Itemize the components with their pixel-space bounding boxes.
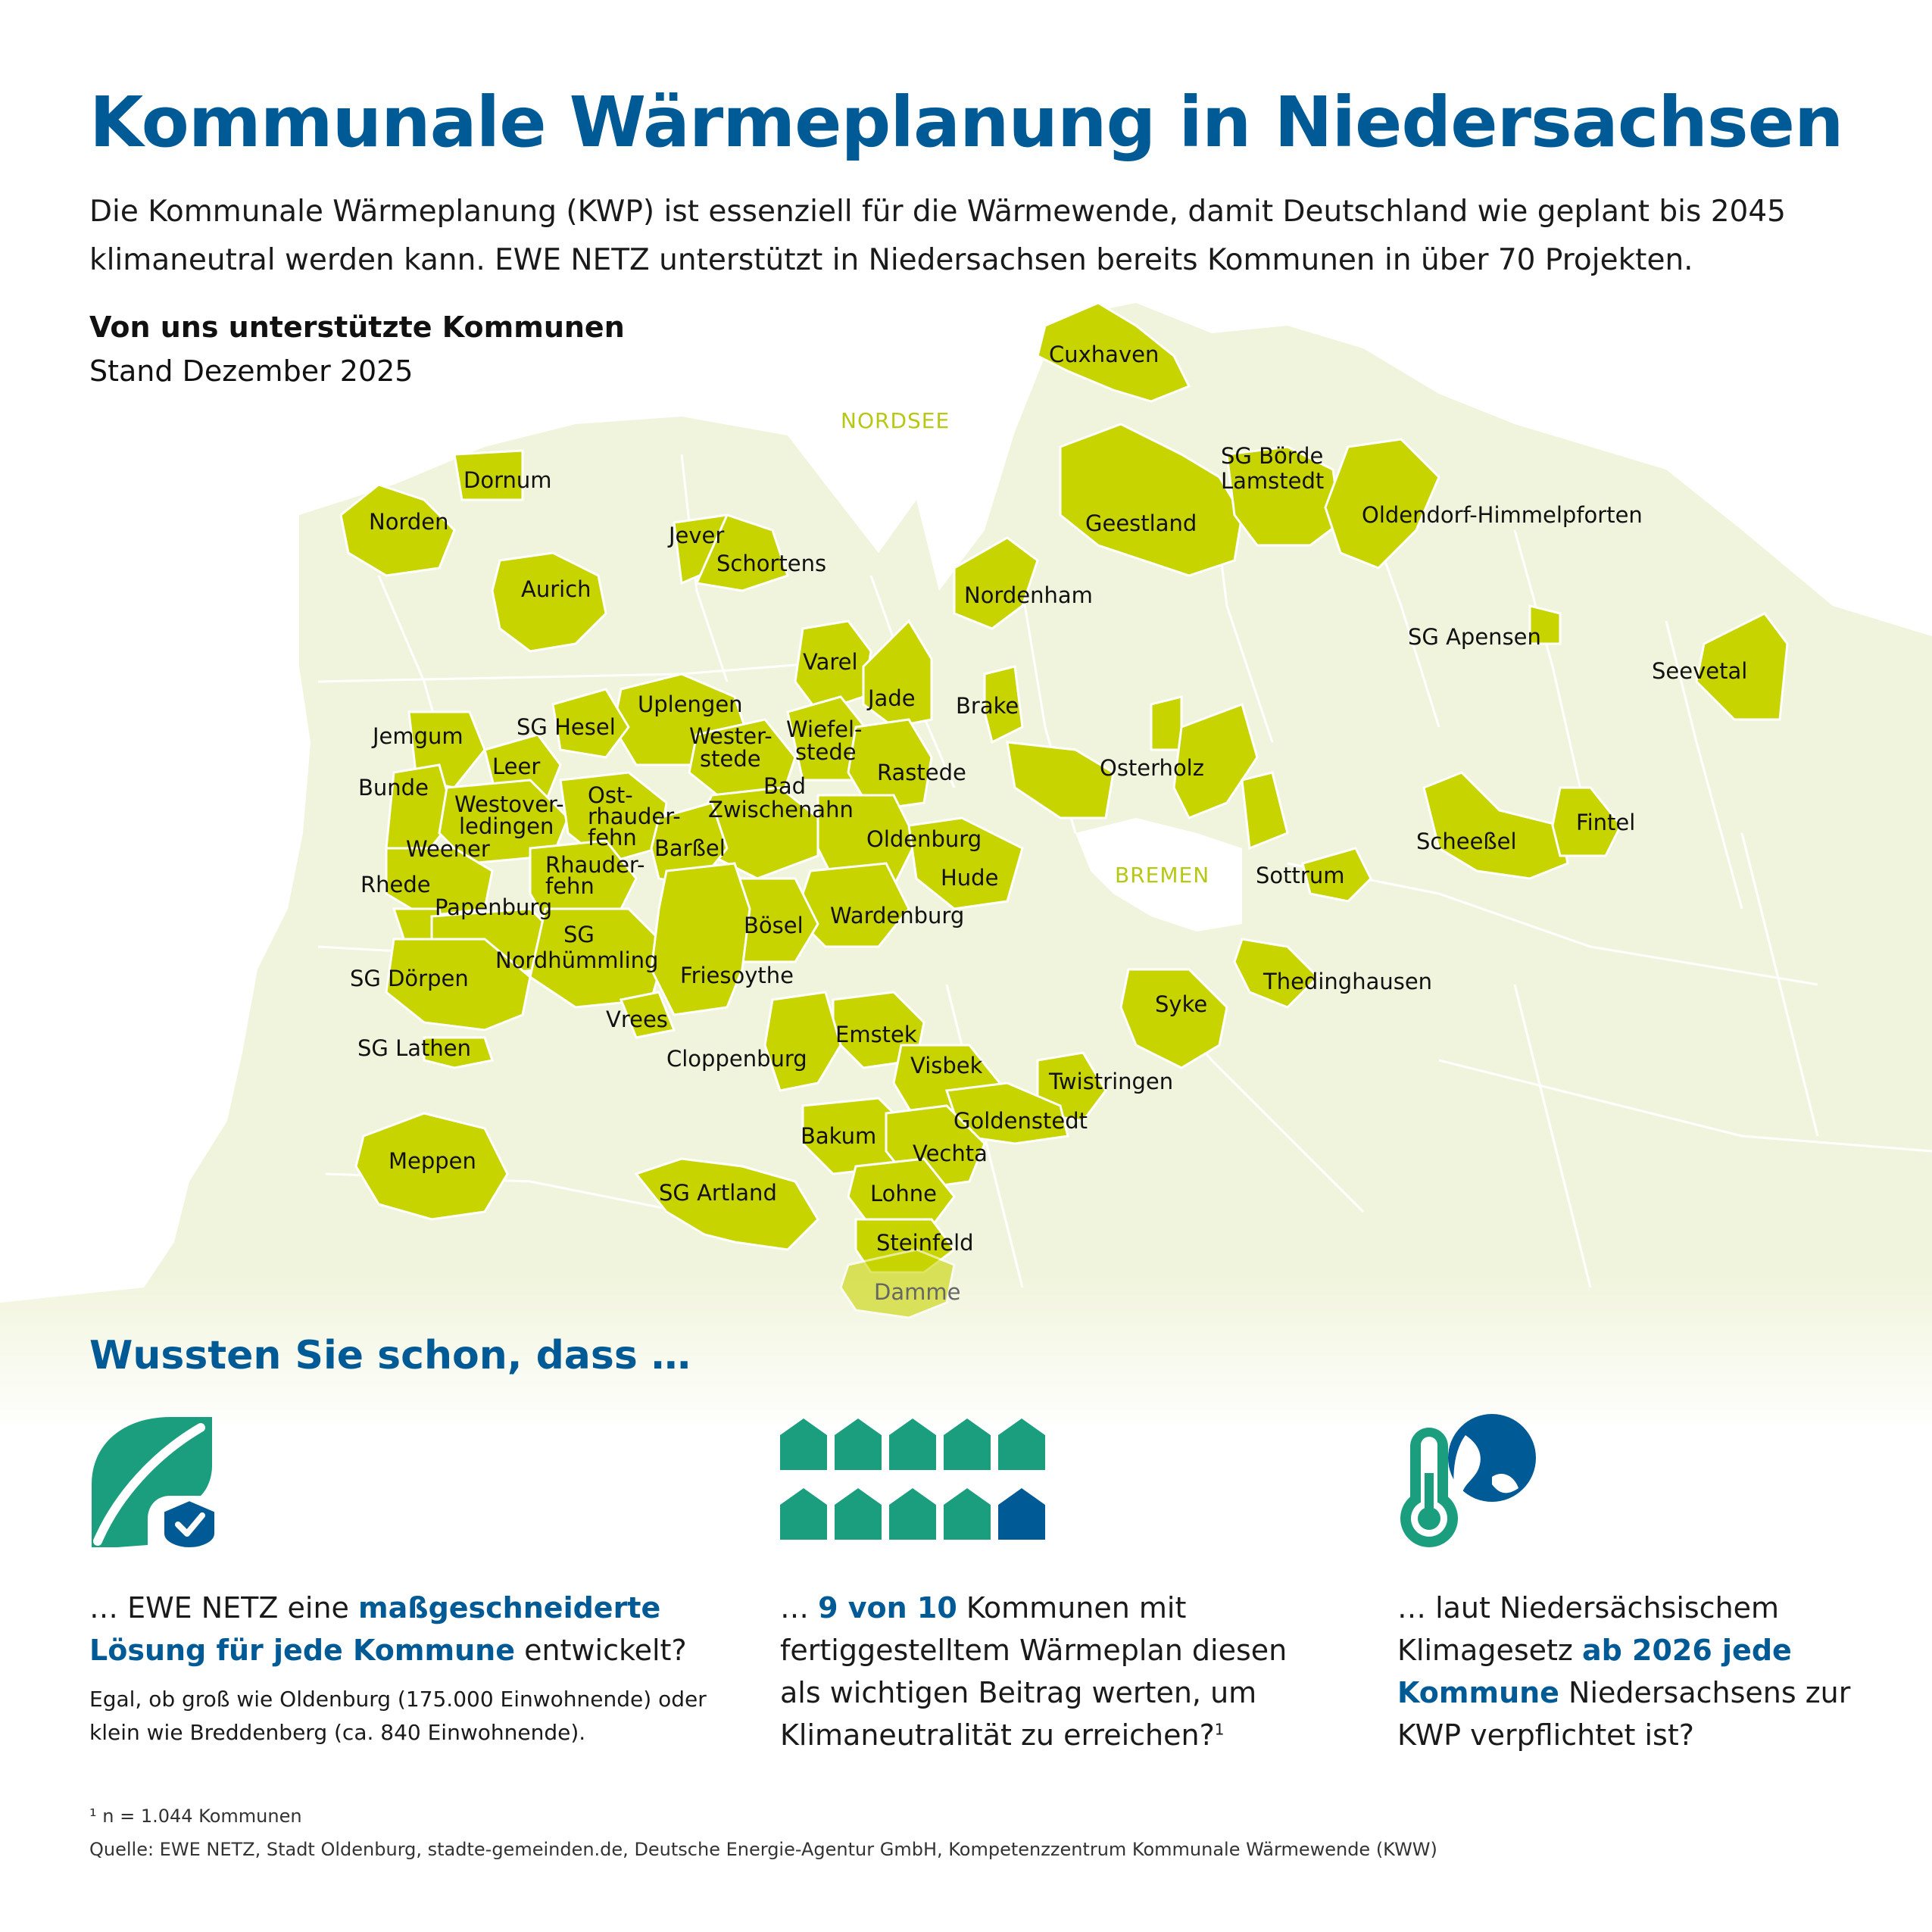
fact3-text [1397,1587,1867,1756]
municipality-label: Wiefel- [786,716,863,742]
fact2-post: Kommunen mit fertiggestelltem Wärmeplan diesen als wichtigen Beitrag werten, um Klimaneutralität zu erreichen? [780,1591,1287,1752]
municipality-label: Vrees [606,1007,668,1032]
fact1-pre: … EWE NETZ eine [89,1591,358,1625]
sea-label: NORDSEE [841,408,950,433]
municipality-label: Nordhümmling [495,947,659,973]
municipality-label: Visbek [910,1053,983,1078]
municipality-label: Osterholz [1100,755,1204,781]
municipality-label: Jever [669,523,725,548]
municipality-label: Ost- [588,782,633,808]
municipality-label: stede [700,746,761,772]
fact2-text [780,1587,1325,1756]
leaf-shield-icon [87,1412,216,1549]
municipality-label: Schortens [716,551,827,576]
municipality-label: Barßel [654,835,726,861]
municipality-label: Rhede [360,872,431,897]
thermometer-globe-icon [1394,1412,1537,1549]
fact1-detail: Egal, ob groß wie Oldenburg (175.000 Einwohnende) oder klein wie Breddenberg (ca. 840 Einwohnende). [89,1687,707,1745]
map-date: Stand Dezember 2025 [89,354,414,388]
house-shape [944,1488,991,1540]
fact1-highlight: maßgeschneiderte Lösung für jede Kommune [89,1591,661,1667]
houses-icon [780,1412,1049,1549]
municipality-label: Vechta [913,1141,988,1166]
municipality-label: SG Apensen [1408,624,1541,650]
municipality-label: SG [563,922,595,947]
house-shape [889,1419,936,1470]
municipality-label: Wester- [689,723,772,749]
municipality-label: Lamstedt [1221,468,1325,494]
municipality-label: Syke [1155,991,1208,1017]
municipality-label: Twistringen [1049,1069,1174,1094]
fact2-highlight: 9 von 10 [818,1591,957,1625]
municipality-label: Hude [941,865,999,891]
municipality-label: Damme [874,1279,961,1305]
municipality-label: Jade [868,685,916,711]
municipality-label: fehn [545,873,595,899]
map-heading: Von uns unterstützte Kommunen [89,311,625,344]
source-note: Quelle: EWE NETZ, Stadt Oldenburg, stadte-gemeinden.de, Deutsche Energie-Agentur GmbH, Kompetenzzentrum Kommunale Wärmewende (KWW) [89,1839,1437,1860]
intro-text: Die Kommunale Wärmeplanung (KWP) ist essenziell für die Wärmewende, damit Deutschland wie geplant bis 2045 klimaneutral werden kann. EWE NETZ unterstützt in Niedersachsen bereits Kommunen in über 70 Projekten. [89,195,1786,277]
municipality-label: Uplengen [638,691,743,717]
municipality-label: Rhauder- [545,852,645,878]
municipality-label: Nordenham [964,582,1093,608]
municipality-label: Wardenburg [830,903,965,929]
fact3-post: Niedersachsens zur KWP verpflichtet ist? [1397,1676,1851,1752]
municipality-label: Lohne [870,1181,937,1206]
fact1-post: entwickelt? [514,1634,687,1667]
municipality-label: Brake [956,693,1019,719]
municipality-label: SG Börde [1221,443,1324,469]
municipality-label: Cuxhaven [1049,342,1160,367]
municipality-label: ledingen [459,813,554,839]
facts-heading: Wussten Sie schon, dass … [89,1333,691,1378]
municipality-label: Papenburg [435,894,553,920]
house-shape [998,1488,1045,1540]
municipality-label: Leer [492,754,541,779]
footnote-marker: 1 [1214,1720,1225,1739]
house-shape [835,1419,882,1470]
municipality-label: Bösel [744,913,804,938]
municipality-label: Bad [763,773,807,799]
municipality-label: rhauder- [588,804,681,829]
page-title: Kommunale Wärmeplanung in Niedersachsen [89,82,1843,163]
fact3-pre: … laut Niedersächsischem Klimagesetz [1397,1591,1780,1667]
municipality-label: SG Dörpen [350,966,469,991]
municipality-label: Meppen [389,1148,476,1174]
fact2-pre: … [780,1591,819,1625]
municipality-label: Goldenstedt [954,1108,1088,1134]
niedersachsen-map [0,288,1932,1424]
municipality-label: Zwischenahn [708,797,854,822]
city-label: BREMEN [1115,863,1210,888]
municipality-label: fehn [588,825,637,851]
municipality-label: Bakum [801,1123,877,1149]
municipality-label: Fintel [1576,810,1636,835]
house-shape [889,1488,936,1540]
area-osterholz-2 [1151,697,1181,750]
house-shape [944,1419,991,1470]
municipality-label: Sottrum [1256,863,1345,888]
house-shape [835,1488,882,1540]
house-shape [998,1419,1045,1470]
municipality-label: Seevetal [1652,658,1748,684]
municipality-label: Norden [369,509,449,535]
municipality-label: SG Lathen [357,1035,471,1061]
municipality-label: Emstek [835,1022,917,1047]
municipality-label: Friesoythe [680,963,794,988]
house-shape [780,1419,827,1470]
footnote: ¹ n = 1.044 Kommunen [89,1806,302,1827]
house-shape [780,1488,827,1540]
municipality-label: Cloppenburg [666,1046,807,1072]
municipality-label: Bunde [358,775,429,801]
municipality-label: Aurich [521,576,591,602]
municipality-label: Rastede [877,760,966,785]
municipality-label: SG Artland [659,1180,777,1206]
fact1-text [89,1587,733,1671]
municipality-label: stede [795,739,857,765]
municipality-label: Varel [803,649,858,675]
municipality-label: SG Hesel [517,714,616,740]
municipality-label: Scheeßel [1416,829,1517,854]
municipality-label: Oldendorf-Himmelpforten [1362,502,1643,528]
municipality-label: Thedinghausen [1263,969,1433,994]
municipality-label: Steinfeld [876,1230,974,1256]
municipality-label: Dornum [463,467,552,493]
municipality-label: Weener [406,836,490,862]
municipality-label: Geestland [1085,510,1197,536]
municipality-label: Westover- [454,791,564,817]
municipality-label: Jemgum [373,723,463,749]
fact3-highlight: ab 2026 jede Kommune [1397,1634,1792,1709]
municipality-label: Oldenburg [866,826,982,852]
